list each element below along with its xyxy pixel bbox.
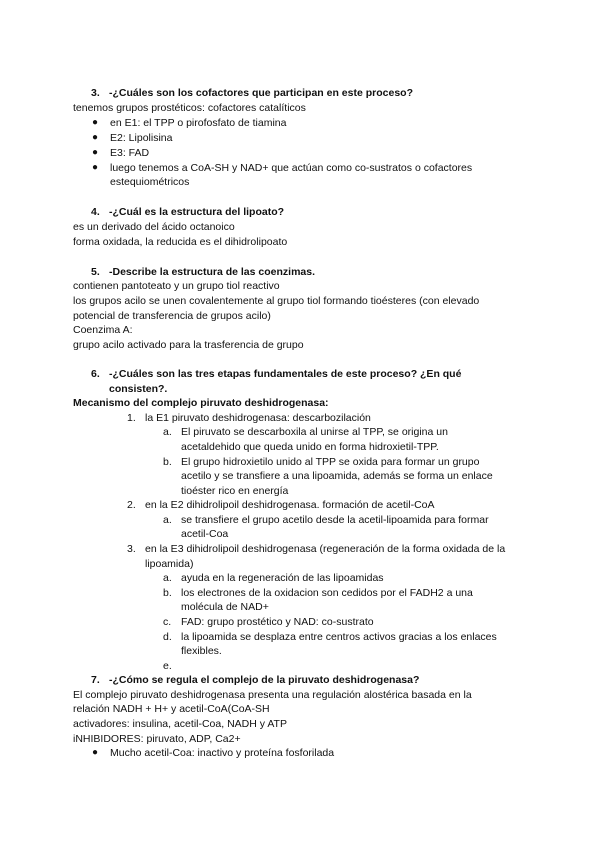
question-title: -Describe la estructura de las coenzimas. bbox=[109, 266, 316, 278]
q3-bullet-1: en E1: el TPP o pirofosfato de tiamina bbox=[110, 117, 287, 129]
step-1b-line-2: acetilo y se transfiere a una lipoamida, además se forma un enlace bbox=[181, 470, 493, 482]
mechanism-heading: Mecanismo del complejo piruvato deshidrogenasa: bbox=[73, 397, 329, 409]
q5-line-4: Coenzima A: bbox=[73, 324, 133, 336]
step-3c-line-1: FAD: grupo prostético y NAD: co-sustrato bbox=[181, 616, 374, 628]
sub-letter: a. bbox=[163, 572, 172, 584]
question-5-heading bbox=[91, 265, 315, 280]
sub-letter: b. bbox=[163, 587, 172, 599]
step-1b-line-3: tioéster rico en energía bbox=[181, 485, 289, 497]
q7-line-4: iNHIBIDORES: piruvato, ADP, Ca2+ bbox=[73, 733, 241, 745]
q5-line-3: potencial de transferencia de grupos acilo) bbox=[73, 310, 271, 322]
step-1-text: la E1 piruvato deshidrogenasa: descarbozilación bbox=[145, 412, 371, 424]
question-number: 7. bbox=[91, 674, 100, 686]
question-number: 3. bbox=[91, 87, 100, 99]
q7-bullet-1: Mucho acetil-Coa: inactivo y proteína fosforilada bbox=[110, 747, 335, 759]
question-7-heading bbox=[91, 673, 419, 688]
q3-bullet-3: E3: FAD bbox=[110, 147, 150, 159]
q4-line-1: es un derivado del ácido octanoico bbox=[73, 221, 235, 233]
sub-letter: a. bbox=[163, 426, 172, 438]
question-title: -¿Cuál es la estructura del lipoato? bbox=[109, 206, 285, 218]
step-3b-line-2: molécula de NAD+ bbox=[181, 601, 269, 613]
sub-letter: e. bbox=[163, 660, 172, 672]
question-3-heading bbox=[91, 86, 413, 101]
step-1b-line-1: El grupo hidroxietilo unido al TPP se oxida para formar un grupo bbox=[181, 456, 480, 468]
step-2-text: en la E2 dihidrolipoil deshidrogenasa. formación de acetil-CoA bbox=[145, 499, 435, 511]
bullet-icon: ● bbox=[92, 117, 99, 128]
sub-letter: a. bbox=[163, 514, 172, 526]
step-3-text: en la E3 dihidrolipoil deshidrogenasa (regeneración de la forma oxidada de la bbox=[145, 543, 506, 555]
question-number: 6. bbox=[91, 368, 100, 380]
q3-bullet-4: luego tenemos a CoA-SH y NAD+ que actúan como co-sustratos o cofactores bbox=[110, 162, 473, 174]
question-4-heading bbox=[91, 205, 284, 220]
step-3a-line-1: ayuda en la regeneración de las lipoamidas bbox=[181, 572, 384, 584]
q5-line-5: grupo acilo activado para la trasferencia de grupo bbox=[73, 339, 304, 351]
step-3d-line-1: la lipoamida se desplaza entre centros activos gracias a los enlaces bbox=[181, 631, 497, 643]
step-number: 1. bbox=[127, 412, 136, 424]
q7-line-2: relación NADH + H+ y acetil-CoA(CoA-SH bbox=[73, 703, 270, 715]
q3-intro: tenemos grupos prostéticos: cofactores catalíticos bbox=[73, 102, 306, 114]
question-title: -¿Cuáles son las tres etapas fundamentales de este proceso? ¿En qué bbox=[109, 368, 462, 380]
sub-letter: d. bbox=[163, 631, 172, 643]
q4-line-2: forma oxidada, la reducida es el dihidrolipoato bbox=[73, 236, 288, 248]
q5-line-1: contienen pantoteato y un grupo tiol reactivo bbox=[73, 280, 280, 292]
q7-line-1: El complejo piruvato deshidrogenasa presenta una regulación alostérica basada en la bbox=[73, 689, 472, 701]
bullet-icon: ● bbox=[92, 132, 99, 143]
step-3-text-cont: lipoamida) bbox=[145, 558, 194, 570]
q3-bullet-2: E2: Lipolisina bbox=[110, 132, 173, 144]
question-title: -¿Cómo se regula el complejo de la piruvato deshidrogenasa? bbox=[109, 674, 420, 686]
step-1a-line-1: El piruvato se descarboxila al unirse al TPP, se origina un bbox=[181, 426, 448, 438]
sub-letter: c. bbox=[163, 616, 172, 628]
q7-line-3: activadores: insulina, acetil-Coa, NADH y ATP bbox=[73, 718, 287, 730]
question-number: 5. bbox=[91, 266, 100, 278]
question-number: 4. bbox=[91, 206, 100, 218]
q5-line-2: los grupos acilo se unen covalentemente al grupo tiol formando tioésteres (con elevado bbox=[73, 295, 480, 307]
step-3d-line-2: flexibles. bbox=[181, 645, 222, 657]
step-1a-line-2: acetaldehido que queda unido en forma hidroxietil-TPP. bbox=[181, 441, 439, 453]
q3-bullet-4-cont: estequiométricos bbox=[110, 176, 190, 188]
question-title: -¿Cuáles son los cofactores que participan en este proceso? bbox=[109, 87, 413, 99]
step-3b-line-1: los electrones de la oxidacion son cedidos por el FADH2 a una bbox=[181, 587, 473, 599]
sub-letter: b. bbox=[163, 456, 172, 468]
bullet-icon: ● bbox=[92, 162, 99, 173]
bullet-icon: ● bbox=[92, 147, 99, 158]
bullet-icon: ● bbox=[92, 747, 99, 758]
step-number: 2. bbox=[127, 499, 136, 511]
question-6-heading bbox=[91, 367, 461, 382]
step-2a-line-2: acetil-Coa bbox=[181, 528, 229, 540]
step-number: 3. bbox=[127, 543, 136, 555]
step-2a-line-1: se transfiere el grupo acetilo desde la acetil-lipoamida para formar bbox=[181, 514, 489, 526]
question-6-title-cont: consisten?. bbox=[109, 383, 168, 395]
